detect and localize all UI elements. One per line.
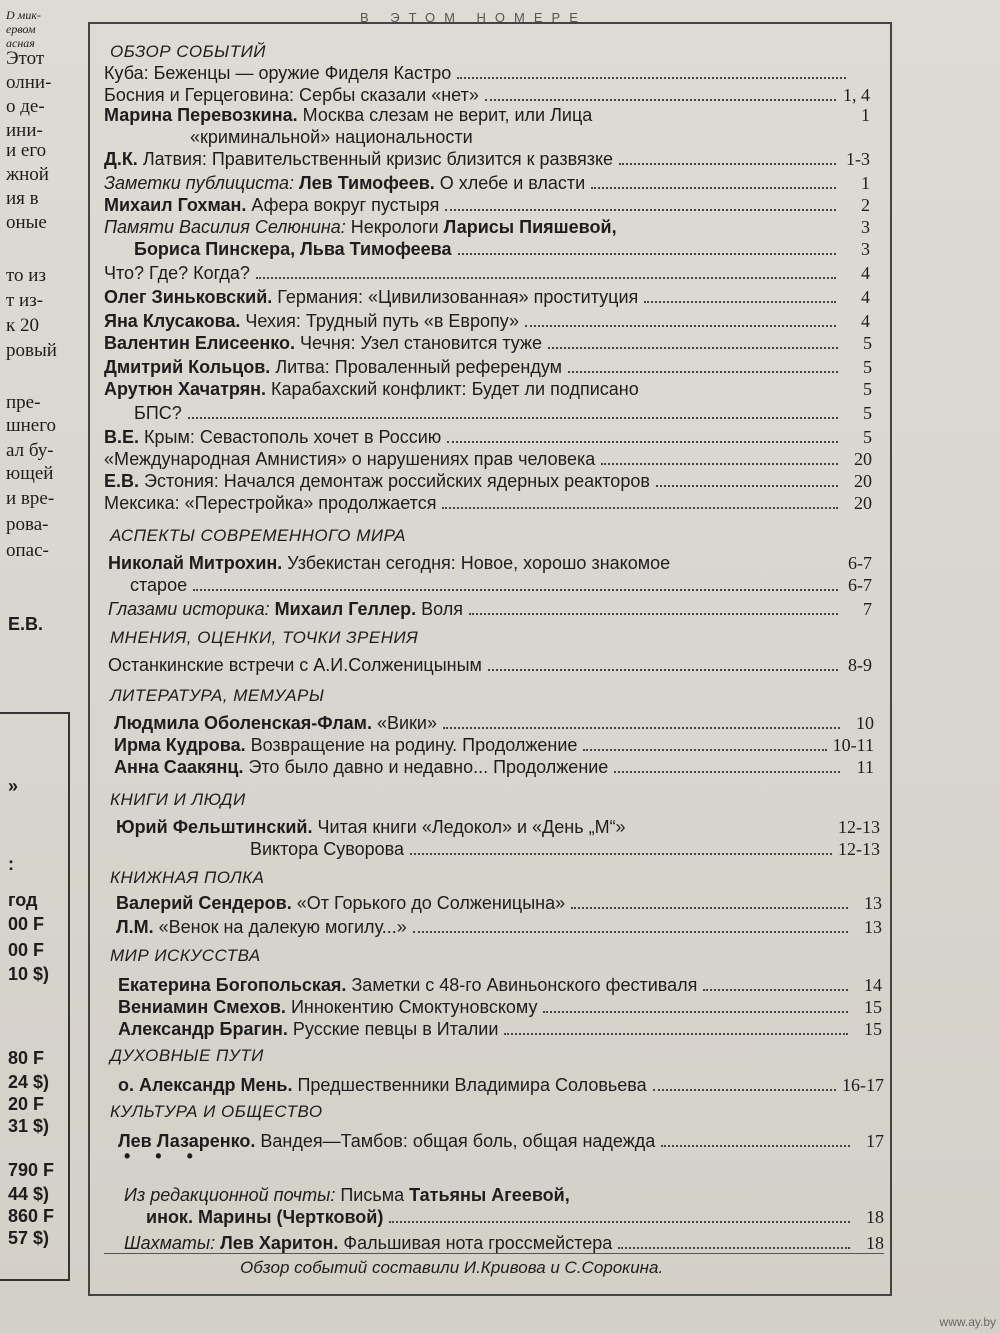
contents-entry: [104, 286, 870, 308]
entry-title: [118, 974, 697, 996]
entry-text-part: Валерий Сендеров.: [116, 893, 292, 913]
adjacent-text-fragment: 10 $): [8, 964, 50, 984]
section-heading: ОБЗОР СОБЫТИЙ: [110, 42, 266, 61]
adjacent-text-fragment: о де-: [6, 96, 45, 117]
contents-entry: [104, 426, 872, 448]
entry-title: [108, 654, 482, 676]
entry-text-part: Валентин Елисеенко.: [104, 333, 296, 353]
entry-text-part: В.Е.: [104, 427, 140, 447]
entry-text-part: Возвращение на родину. Продолжение: [245, 735, 578, 755]
contents-heading: В ЭТОМ НОМЕРЕ: [360, 10, 587, 25]
entry-title: [116, 816, 626, 838]
dot-leader: [548, 347, 838, 349]
contents-entry: [114, 756, 874, 778]
entry-text-part: Москва слезам не верит, или Лица: [297, 105, 593, 125]
adjacent-text-fragment: 00 F: [8, 914, 45, 934]
entry-text-part: Чечня: Узел становится туже: [295, 333, 543, 353]
dot-leader: [644, 301, 836, 303]
contents-entry: [118, 1018, 882, 1040]
adjacent-text-fragment: рова-: [6, 514, 49, 535]
adjacent-text-fragment: и вре-: [6, 488, 55, 509]
page-number: 20: [854, 493, 872, 513]
contents-entry-continuation: [250, 838, 880, 860]
page-number: 12-13: [838, 817, 880, 837]
adjacent-text-fragment: шнего: [6, 415, 57, 436]
page-number: 10: [856, 713, 874, 733]
adjacent-text-fragment: оные: [6, 212, 47, 233]
contents-entry: [104, 104, 870, 126]
entry-title: [118, 996, 537, 1018]
contents-entry: [108, 598, 872, 620]
entry-text-part: Это было давно и недавно... Продолжение: [243, 757, 609, 777]
entry-title: [190, 126, 473, 148]
dot-leader: [485, 99, 836, 101]
entry-text-part: Екатерина Богопольская.: [118, 975, 347, 995]
page-number: 16-17: [842, 1075, 884, 1095]
dot-leader: [443, 727, 840, 729]
page-number: 5: [863, 333, 872, 353]
entry-text-part: о. Александр Мень.: [118, 1075, 293, 1095]
entry-title: [104, 332, 542, 354]
page-number: 12-13: [838, 839, 880, 859]
dot-leader: [410, 853, 832, 855]
contents-entry: [118, 974, 882, 996]
entry-title: [146, 1206, 383, 1228]
entry-title: [124, 1232, 612, 1254]
adjacent-text-fragment: 80 F: [8, 1048, 45, 1068]
contents-entry: [124, 1184, 884, 1206]
entry-text-part: Читая книги «Ледокол» и «День „М“»: [312, 817, 626, 837]
entry-text-part: Михаил Геллер.: [274, 599, 417, 619]
dot-leader: [445, 209, 836, 211]
dot-leader: [447, 441, 838, 443]
contents-entry: [104, 62, 880, 84]
contents-entry: [114, 712, 874, 734]
contents-entry: [108, 654, 872, 676]
entry-text-part: «Венок на далекую могилу...»: [153, 917, 407, 937]
dot-leader: [488, 669, 838, 671]
contents-entry: [104, 172, 870, 194]
page-number: 3: [861, 239, 870, 259]
entry-text-part: Дмитрий Кольцов.: [104, 357, 271, 377]
adjacent-text-fragment: 00 F: [8, 940, 45, 960]
entry-text-part: Русские певцы в Италии: [287, 1019, 499, 1039]
page-number: 20: [854, 471, 872, 491]
entry-title: [114, 712, 437, 734]
entry-text-part: «Международная Амнистия» о нарушениях прав человека: [104, 449, 596, 469]
page-number: 1: [861, 105, 870, 125]
contents-entry: [104, 470, 872, 492]
entry-text-part: Анна Саакянц.: [114, 757, 244, 777]
entry-text-part: Останкинские встречи с А.И.Солженицыным: [108, 655, 482, 675]
contents-entry: [104, 448, 872, 470]
contents-entry: [116, 816, 880, 838]
contents-entry-continuation: [134, 402, 872, 424]
page-number: 15: [864, 1019, 882, 1039]
entry-text-part: Николай Митрохин.: [108, 553, 283, 573]
entry-title: [104, 470, 650, 492]
entry-text-part: Ларисы Пияшевой,: [443, 217, 617, 237]
dot-leader: [188, 417, 838, 419]
dot-leader: [583, 749, 826, 751]
entry-text-part: Л.М.: [116, 917, 154, 937]
entry-text-part: «От Горького до Солженицына»: [291, 893, 566, 913]
entry-text-part: Д.К.: [104, 149, 138, 169]
contents-entry: [104, 356, 872, 378]
page-number: 13: [864, 893, 882, 913]
adjacent-text-fragment: 31 $): [8, 1116, 50, 1136]
adjacent-text-fragment: Этот: [6, 48, 45, 69]
page-number: 18: [866, 1233, 884, 1253]
adjacent-text-fragment: к 20: [6, 315, 39, 336]
page-number: 4: [861, 311, 870, 331]
compilers-credit: Обзор событий составили И.Кривова и С.Сорокина.: [240, 1258, 664, 1277]
entry-text-part: Что? Где? Когда?: [104, 263, 250, 283]
dot-leader: [442, 507, 838, 509]
page-number: 6-7: [848, 575, 872, 595]
contents-entry-continuation: [190, 126, 870, 148]
entry-title: [116, 892, 565, 914]
entry-text-part: О хлебе и власти: [434, 173, 586, 193]
page-number: 13: [864, 917, 882, 937]
entry-title: [104, 286, 638, 308]
adjacent-text-fragment: ющей: [6, 463, 54, 484]
entry-text-part: Эстония: Начался демонтаж российских ядерных реакторов: [139, 471, 650, 491]
entry-text-part: Письма: [340, 1185, 410, 1205]
adjacent-text-fragment: и его: [6, 140, 47, 161]
dot-leader: [389, 1221, 850, 1223]
entry-title: [124, 1184, 570, 1206]
contents-entry: [116, 892, 882, 914]
page-number: 8-9: [848, 655, 872, 675]
section-heading: АСПЕКТЫ СОВРЕМЕННОГО МИРА: [110, 526, 406, 545]
entry-text-part: Марина Перевозкина.: [104, 105, 298, 125]
section-heading: МИР ИСКУССТВА: [110, 946, 261, 965]
dot-leader: [591, 187, 836, 189]
contents-entry: [104, 216, 870, 238]
entry-text-part: Заметки публициста:: [104, 173, 300, 193]
entry-text-part: старое: [130, 575, 188, 595]
contents-entry: [104, 148, 870, 170]
adjacent-text-fragment: ровый: [6, 340, 57, 361]
adjacent-text-fragment: 44 $): [8, 1184, 50, 1204]
dot-leader: [703, 989, 848, 991]
page-number: 2: [861, 195, 870, 215]
page-number: 11: [856, 757, 874, 777]
adjacent-column: [0, 0, 80, 1333]
entry-text-part: инок. Марины (Чертковой): [146, 1207, 384, 1227]
adjacent-text-fragment: 57 $): [8, 1228, 50, 1248]
page-number: 5: [863, 403, 872, 423]
entry-title: [114, 756, 608, 778]
entry-text-part: Чехия: Трудный путь «в Европу»: [240, 311, 519, 331]
page-number: 15: [864, 997, 882, 1017]
entry-text-part: Карабахский конфликт: Будет ли подписано: [266, 379, 639, 399]
entry-title: [104, 104, 592, 126]
page-number: 3: [861, 217, 870, 237]
entry-text-part: Памяти Василия Селюнина:: [104, 217, 351, 237]
entry-title: [104, 84, 479, 106]
entry-text-part: Куба: Беженцы — оружие Фиделя Кастро: [104, 63, 452, 83]
separator-stars: • • •: [124, 1146, 203, 1166]
dot-leader: [256, 277, 836, 279]
entry-text-part: Арутюн Хачатрян.: [104, 379, 267, 399]
adjacent-text-fragment: D мик-: [6, 8, 41, 22]
page-number: 10-11: [832, 735, 874, 755]
entry-title: [104, 378, 639, 400]
section-heading: ДУХОВНЫЕ ПУТИ: [110, 1046, 264, 1065]
adjacent-text-fragment: год: [8, 890, 38, 910]
contents-entry: [104, 492, 872, 514]
entry-title: [114, 734, 577, 756]
adjacent-text-fragment: :: [8, 854, 14, 874]
entry-text-part: Глазами историка:: [108, 599, 275, 619]
contents-entry: [104, 84, 870, 106]
adjacent-text-fragment: ини-: [6, 120, 43, 141]
contents-entry-continuation: [146, 1206, 884, 1228]
contents-entry-continuation: [134, 238, 870, 260]
dot-leader: [413, 931, 848, 933]
adjacent-text-fragment: 860 F: [8, 1206, 55, 1226]
contents-entry: [108, 552, 872, 574]
dot-leader: [469, 613, 838, 615]
contents-entry: [104, 378, 872, 400]
entry-title: [104, 148, 613, 170]
page-number: 5: [863, 357, 872, 377]
dot-leader: [568, 371, 838, 373]
entry-text-part: Из редакционной почты:: [124, 1185, 341, 1205]
page-number: 6-7: [848, 553, 872, 573]
dot-leader: [661, 1145, 850, 1147]
dot-leader: [601, 463, 838, 465]
entry-title: [116, 916, 407, 938]
page-number: 1: [861, 173, 870, 193]
entry-text-part: Литва: Проваленный референдум: [270, 357, 562, 377]
page-number: 5: [863, 379, 872, 399]
section-heading: КУЛЬТУРА И ОБЩЕСТВО: [110, 1102, 323, 1121]
dot-leader: [193, 589, 838, 591]
dot-leader: [457, 77, 846, 79]
page-number: 1-3: [846, 149, 870, 169]
entry-text-part: Вениамин Смехов.: [118, 997, 286, 1017]
entry-text-part: Некрологи: [350, 217, 444, 237]
entry-text-part: БПС?: [134, 403, 182, 423]
contents-entry: [118, 1074, 884, 1096]
section-heading: КНИЖНАЯ ПОЛКА: [110, 868, 265, 887]
watermark: www.ay.by: [939, 1315, 996, 1329]
page-number: 1, 4: [843, 85, 870, 105]
dot-leader: [614, 771, 840, 773]
entry-text-part: Германия: «Цивилизованная» проституция: [272, 287, 639, 307]
contents-entry: [124, 1232, 884, 1254]
contents-entry: [118, 1130, 884, 1152]
adjacent-text-fragment: олни-: [6, 72, 52, 93]
adjacent-text-fragment: т из-: [6, 290, 44, 311]
adjacent-text-fragment: ал бу-: [6, 440, 54, 461]
entry-title: [104, 62, 451, 84]
entry-text-part: Виктора Суворова: [250, 839, 404, 859]
entry-text-part: Латвия: Правительственный кризис близится к развязке: [137, 149, 614, 169]
entry-title: [104, 194, 439, 216]
dot-leader: [525, 325, 836, 327]
adjacent-text-fragment: ервом: [6, 22, 36, 36]
page-number: 17: [866, 1131, 884, 1151]
entry-text-part: Босния и Герцеговина: Сербы сказали «нет»: [104, 85, 479, 105]
entry-text-part: Крым: Севастополь хочет в Россию: [139, 427, 442, 447]
adjacent-text-fragment: ия в: [6, 188, 39, 209]
dot-leader: [618, 1247, 850, 1249]
entry-text-part: Татьяны Агеевой,: [409, 1185, 570, 1205]
entry-title: [108, 598, 463, 620]
section-heading: КНИГИ И ЛЮДИ: [110, 790, 246, 809]
entry-text-part: «криминальной» национальности: [190, 127, 473, 147]
entry-text-part: Иннокентию Смоктуновскому: [285, 997, 538, 1017]
entry-title: [118, 1074, 647, 1096]
page-number: 14: [864, 975, 882, 995]
contents-entry: [116, 916, 882, 938]
entry-title: [134, 402, 182, 424]
page-number: 4: [861, 263, 870, 283]
entry-title: [130, 574, 187, 596]
entry-text-part: «Вики»: [371, 713, 437, 733]
entry-text-part: Предшественники Владимира Соловьева: [292, 1075, 647, 1095]
adjacent-text-fragment: опас-: [6, 540, 49, 561]
dot-leader: [656, 485, 838, 487]
contents-entry: [104, 194, 870, 216]
entry-text-part: Вандея—Тамбов: общая боль, общая надежда: [255, 1131, 656, 1151]
contents-entry: [104, 332, 872, 354]
footer-rule: [104, 1253, 884, 1254]
dot-leader: [653, 1089, 836, 1091]
entry-text-part: Лев Лазаренко.: [118, 1131, 256, 1151]
entry-text-part: Афера вокруг пустыря: [246, 195, 440, 215]
entry-text-part: Юрий Фельштинский.: [116, 817, 313, 837]
adjacent-text-fragment: жной: [6, 164, 49, 185]
entry-text-part: Шахматы:: [124, 1233, 221, 1253]
entry-text-part: Лев Тимофеев.: [299, 173, 435, 193]
entry-text-part: Людмила Оболенская-Флам.: [114, 713, 372, 733]
entry-title: [118, 1018, 498, 1040]
entry-text-part: Е.В.: [104, 471, 140, 491]
entry-title: [104, 262, 250, 284]
dot-leader: [458, 253, 836, 255]
entry-title: [134, 238, 452, 260]
dot-leader: [619, 163, 836, 165]
section-heading: ЛИТЕРАТУРА, МЕМУАРЫ: [110, 686, 325, 705]
adjacent-text-fragment: Е.В.: [8, 614, 44, 634]
contents-entry: [114, 734, 874, 756]
entry-text-part: Александр Брагин.: [118, 1019, 288, 1039]
entry-text-part: Узбекистан сегодня: Новое, хорошо знакомое: [282, 553, 671, 573]
entry-text-part: Заметки с 48-го Авиньонского фестиваля: [346, 975, 698, 995]
adjacent-text-fragment: пре-: [6, 392, 41, 413]
entry-text-part: Ирма Кудрова.: [114, 735, 246, 755]
adjacent-text-fragment: 20 F: [8, 1094, 45, 1114]
page-number: 4: [861, 287, 870, 307]
entry-title: [108, 552, 670, 574]
entry-title: [104, 216, 617, 238]
entry-title: [104, 310, 519, 332]
entry-text-part: Мексика: «Перестройка» продолжается: [104, 493, 437, 513]
entry-title: [104, 448, 595, 470]
entry-text-part: Олег Зиньковский.: [104, 287, 273, 307]
entry-title: [104, 492, 436, 514]
page-number: 20: [854, 449, 872, 469]
entry-text-part: Фальшивая нота гроссмейстера: [338, 1233, 613, 1253]
page-number: 5: [863, 427, 872, 447]
adjacent-text-fragment: асная: [6, 36, 35, 50]
entry-text-part: Михаил Гохман.: [104, 195, 247, 215]
adjacent-text-fragment: »: [8, 776, 19, 796]
entry-title: [104, 426, 441, 448]
contents-entry: [104, 262, 870, 284]
entry-text-part: Воля: [416, 599, 464, 619]
entry-text-part: Бориса Пинскера, Льва Тимофеева: [134, 239, 452, 259]
contents-entry: [104, 310, 870, 332]
dot-leader: [571, 907, 848, 909]
contents-entry: [118, 996, 882, 1018]
adjacent-text-fragment: то из: [6, 265, 46, 286]
section-heading: МНЕНИЯ, ОЦЕНКИ, ТОЧКИ ЗРЕНИЯ: [110, 628, 419, 647]
entry-text-part: Лев Харитон.: [220, 1233, 339, 1253]
contents-entry-continuation: [130, 574, 872, 596]
page-number: 18: [866, 1207, 884, 1227]
entry-title: [104, 172, 585, 194]
adjacent-text-fragment: 790 F: [8, 1160, 55, 1180]
entry-title: [104, 356, 562, 378]
dot-leader: [504, 1033, 848, 1035]
entry-text-part: Яна Клусакова.: [104, 311, 241, 331]
page-number: 7: [863, 599, 872, 619]
entry-title: [250, 838, 404, 860]
dot-leader: [543, 1011, 848, 1013]
adjacent-text-fragment: 24 $): [8, 1072, 50, 1092]
